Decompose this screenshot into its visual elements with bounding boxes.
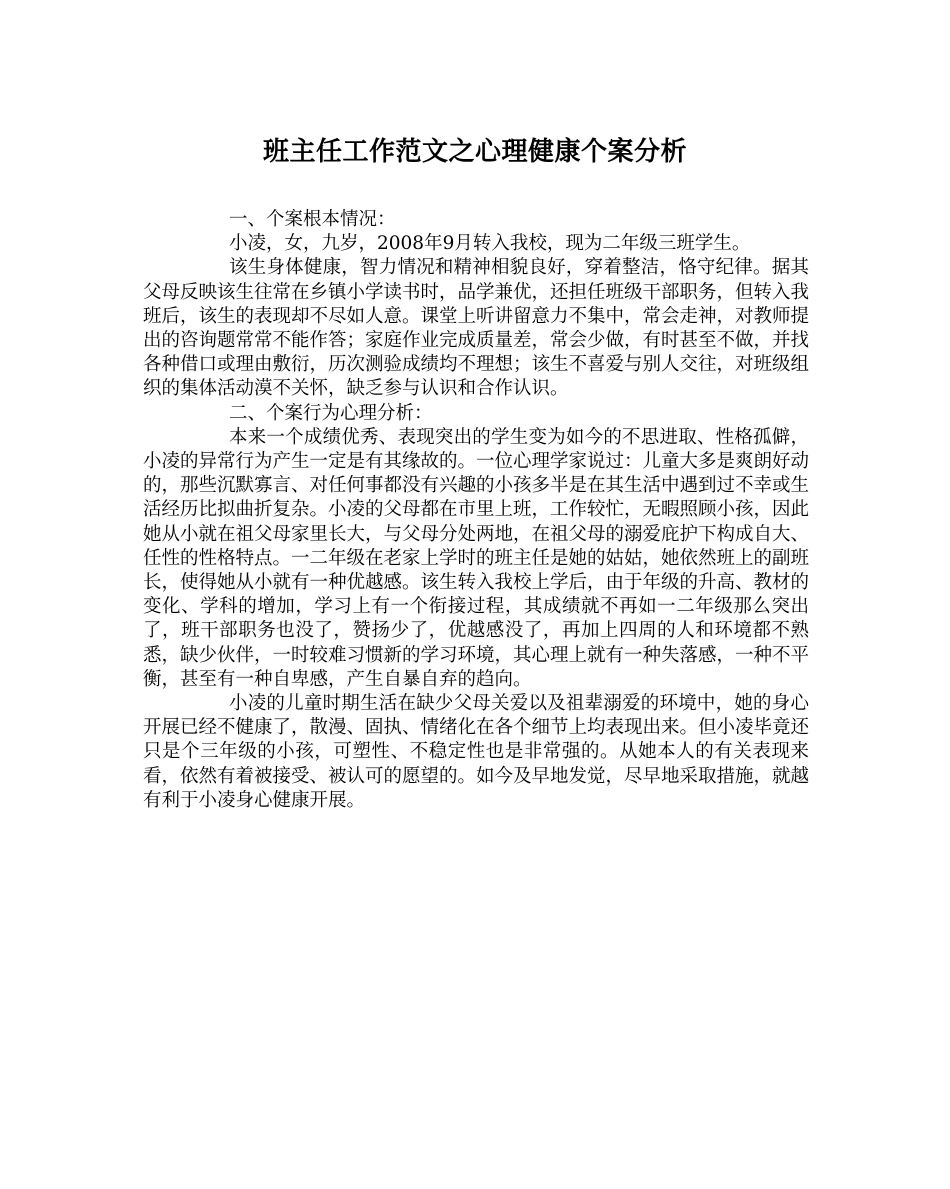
paragraph-analysis-causes: 本来一个成绩优秀、表现突出的学生变为如今的不思进取、性格孤僻，小凌的异常行为产生一定是有其缘故的。一位心理学家说过：儿童大多是爽朗好动的，那些沉默寡言、对任何事都没有兴趣的小孩多半是在其生活中遇到过不幸或生活经历比拟曲折复杂。小凌的父母都在市里上班，工作较忙，无暇照顾小孩，因此她从小就在祖父母家里长大，与父母分处两地，在祖父母的溺爱庇护下构成自大、任性的性格特点。一二年级在老家上学时的班主任是她的姑姑，她依然班上的副班长，使得她从小就有一种优越感。该生转入我校上学后，由于年级的升高、教材的变化、学科的增加，学习上有一个衔接过程，其成绩就不再如一二年级那么突出了，班干部职务也没了，赞扬少了，优越感没了，再加上四周的人和环境都不熟悉，缺少伙伴，一时较难习惯新的学习环境，其心理上就有一种失落感，一种不平衡，甚至有一种自卑感，产生自暴自弃的趋向。 [143,426,810,690]
paragraph-student-intro: 小凌，女，九岁，2008年9月转入我校，现为二年级三班学生。 [229,233,751,255]
paragraph-analysis-conclusion: 小凌的儿童时期生活在缺少父母关爱以及祖辈溺爱的环境中，她的身心开展已经不健康了，散漫、固执、情绪化在各个细节上均表现出来。但小凌毕竟还只是个三年级的小孩，可塑性、不稳定性也是非常强的。从她本人的有关表现来看，依然有着被接受、被认可的愿望的。如今及早地发觉，尽早地采取措施，就越有利于小凌身心健康开展。 [143,693,810,811]
section-heading-analysis: 二、个案行为心理分析： [229,402,433,424]
document-title: 班主任工作范文之心理健康个案分析 [262,137,687,167]
paragraph-student-behavior: 该生身体健康，智力情况和精神相貌良好，穿着整洁，恪守纪律。据其父母反映该生往常在乡镇小学读书时，品学兼优，还担任班级干部职务，但转入我班后，该生的表现却不尽如人意。课堂上听讲留意力不集中，常会走神，对教师提出的咨询题常常不能作答；家庭作业完成质量差，常会少做，有时甚至不做，并找各种借口或理由敷衍，历次测验成绩均不理想；该生不喜爱与别人交往，对班级组织的集体活动漠不关怀，缺乏参与认识和合作认识。 [143,257,810,400]
section-heading-basic-info: 一、个案根本情况： [229,209,396,230]
document-body [143,208,809,813]
